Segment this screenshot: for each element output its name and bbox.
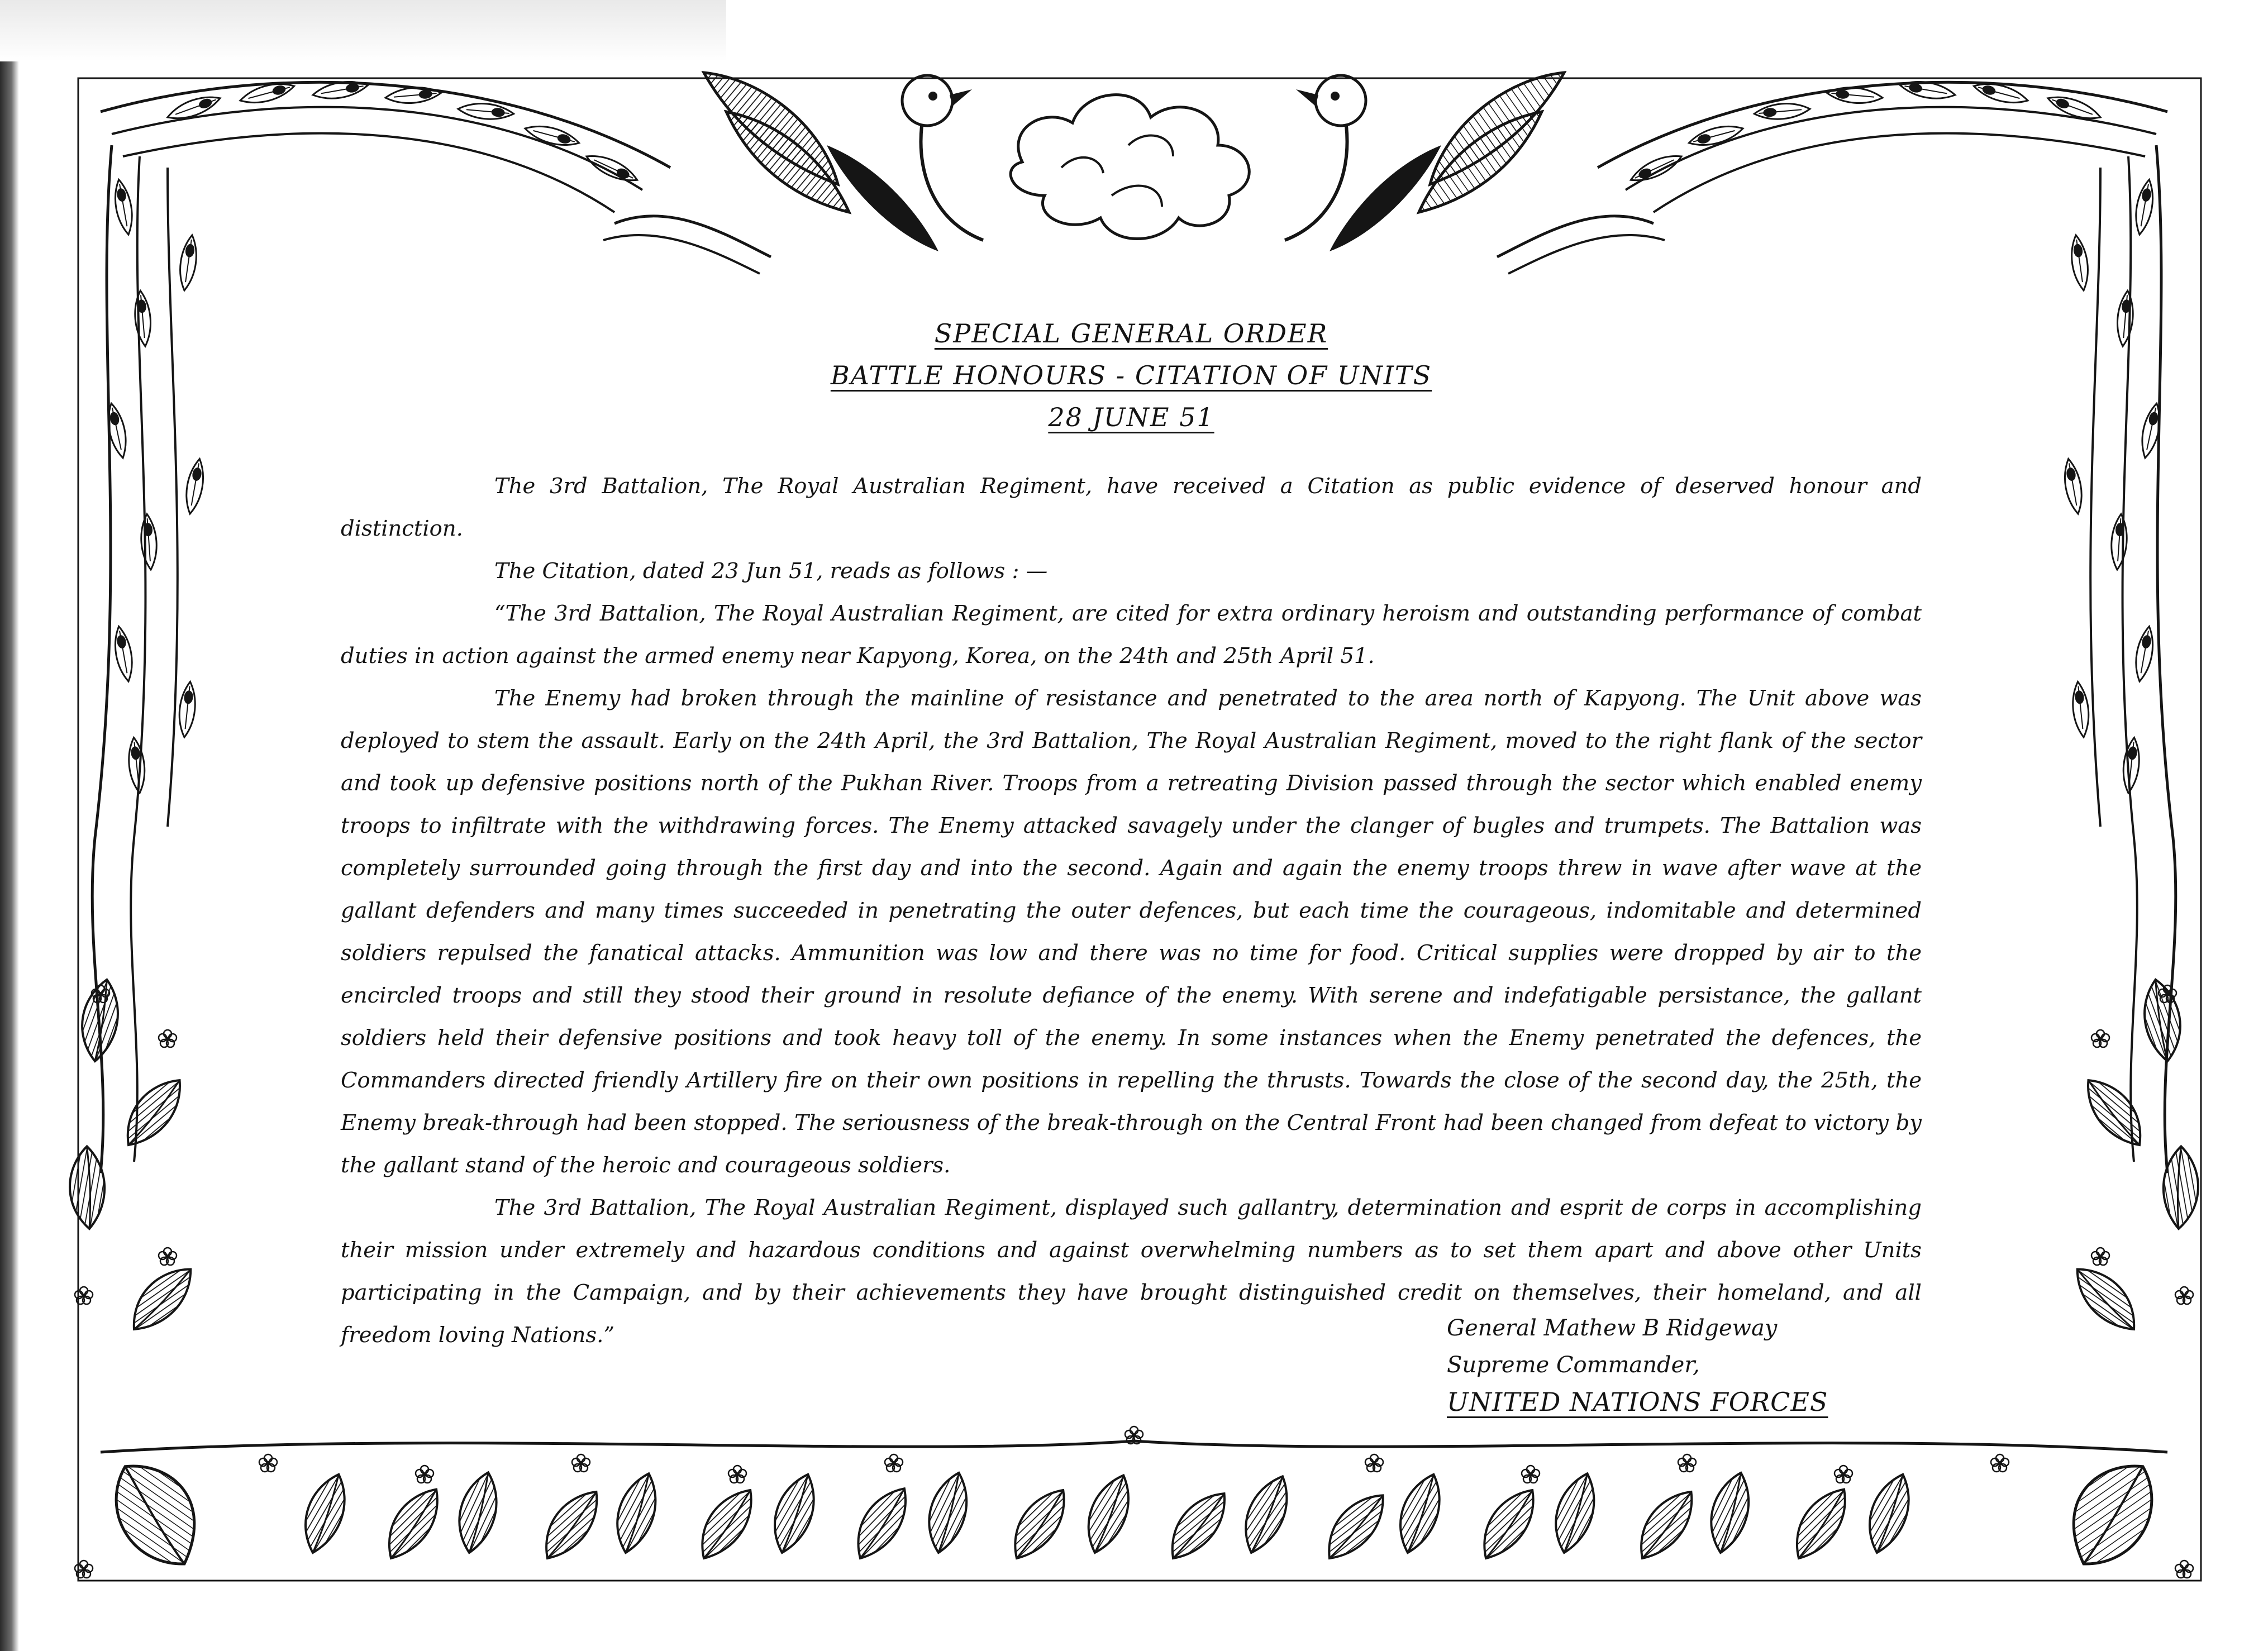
signatory-organization: UNITED NATIONS FORCES (1447, 1387, 1828, 1417)
paragraph-intro: The 3rd Battalion, The Royal Australian Regiment, have received a Citation as public evidence of deserved honour and distinction. (341, 474, 1922, 541)
paragraph-battle-account: The Enemy had broken through the mainline of resistance and penetrated to the area north of Kapyong. The Unit above was deployed to stem the assault. Early on the 24th April, the 3rd Battalion, The Royal Australian Regiment, moved to the right flank of the sector and took up defensive positions north of the Pukhan River. Troops from a retreating Division passed through the sector which enabled enemy troops to infiltrate with the withdrawing forces. The Enemy attacked savagely under the clanger of bugles and trumpets. The Battalion was completely surrounded going through the first day and into the second. Again and again the enemy troops threw in wave after wave at the gallant defenders and many times succeeded in penetrating the outer defences, but each time the courageous, indomitable and determined soldiers repulsed the fanatical attacks. Ammunition was low and there was no time for food. Critical supplies were dropped by air to the encircled troops and still they stood their ground in resolute defiance of the enemy. With serene and indefatigable persistance, the gallant soldiers held their defensive positions and took heavy toll of the enemy. In some instances when the Enemy penetrated the defences, the Commanders directed friendly Artillery fire on their own positions in repelling the thrusts. Towards the close of the second day, the 25th, the Enemy break-through had been stopped. The seriousness of the break-through on the Central Front had been changed from defeat to victory by the gallant stand of the heroic and courageous soldiers. (341, 686, 1922, 1178)
citation-text-block (341, 313, 1922, 1419)
paragraph-conclusion: The 3rd Battalion, The Royal Australian Regiment, displayed such gallantry, determination and esprit de corps in accomplishing their mission under extremely and hazardous conditions and against overwhelming numbers as to set them apart and above other Units participating in the Campaign, and by their achievements they have brought distinguished credit on themselves, their homeland, and all freedom loving Nations.” (341, 1195, 1922, 1348)
citation-body (341, 465, 1922, 1357)
cloud-cluster (1011, 95, 1249, 239)
bottom-leaf-border (75, 1426, 2193, 1580)
phoenix-left (603, 73, 983, 274)
top-left-garland (101, 78, 670, 212)
paragraph-citation-dated: The Citation, dated 23 Jun 51, reads as follows : — (494, 559, 1048, 584)
signature-block (1447, 1310, 1894, 1420)
heading-date: 28 JUNE 51 (1048, 402, 1214, 432)
paragraph-cited-for: “The 3rd Battalion, The Royal Australian Regiment, are cited for extra ordinary heroism and outstanding performance of combat duties in action against the armed enemy near Kapyong, Korea, on the 24th and 25th April 51. (341, 601, 1922, 669)
left-garland (50, 145, 207, 1340)
signatory-title: Supreme Commander, (1447, 1352, 1700, 1378)
phoenix-right (1285, 73, 1665, 274)
top-right-garland (1598, 78, 2167, 212)
right-garland (2061, 145, 2218, 1340)
signatory-name: General Mathew B Ridgeway (1447, 1315, 1778, 1341)
heading-order-title: SPECIAL GENERAL ORDER (934, 318, 1328, 349)
heading-battle-honours: BATTLE HONOURS - CITATION OF UNITS (830, 360, 1432, 390)
citation-heading (341, 313, 1922, 438)
